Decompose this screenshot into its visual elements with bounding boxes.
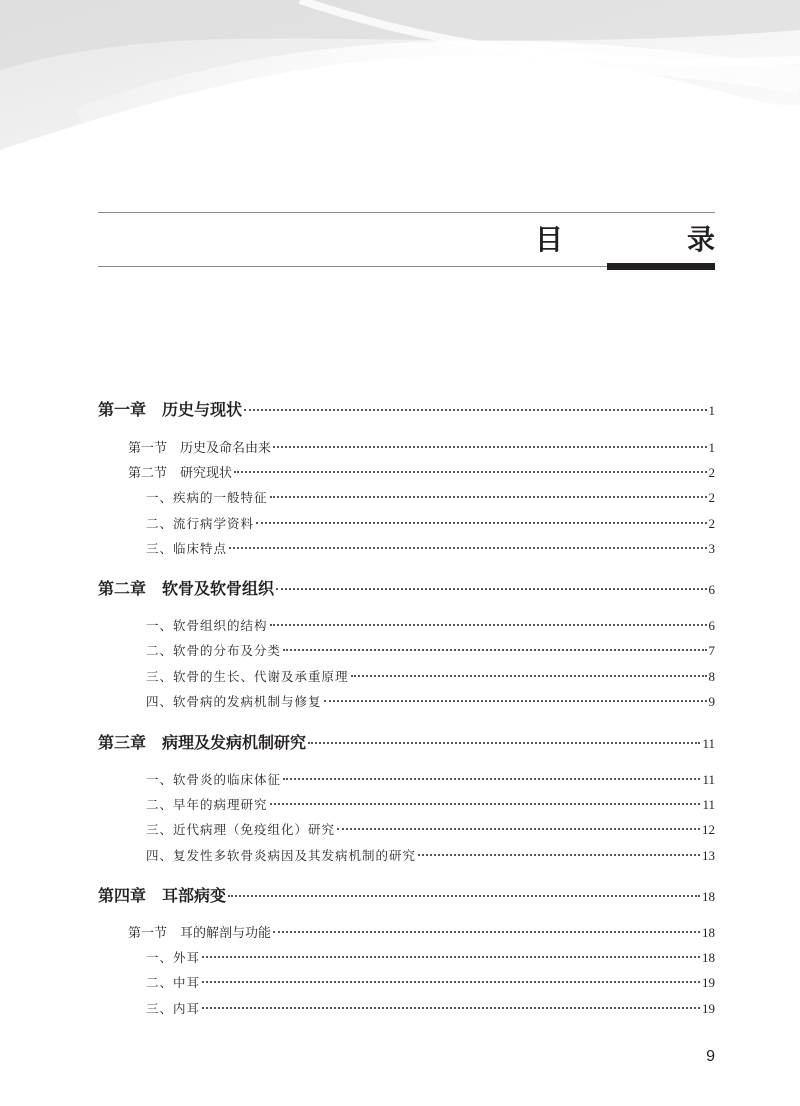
toc-entry-label: 二、早年的病理研究: [146, 797, 268, 812]
toc-entry-label: 二、中耳: [146, 975, 201, 990]
dot-leader: [202, 1006, 700, 1009]
dot-leader: [270, 802, 701, 805]
toc-entry-page: 7: [708, 643, 715, 658]
dot-leader: [337, 827, 700, 830]
toc-entry-page: 2: [708, 490, 715, 505]
dot-leader: [234, 470, 706, 473]
toc-entry-page: 1: [708, 440, 715, 455]
toc-subsection-entry[interactable]: [98, 666, 715, 688]
dot-leader: [308, 741, 700, 744]
toc-subsection-entry[interactable]: [98, 615, 715, 637]
toc-entry-page: 11: [702, 797, 715, 812]
toc-entry-label: 第四章 耳部病变: [98, 886, 227, 905]
toc-section-entry[interactable]: [98, 437, 715, 459]
toc-entry-label: 第二节 研究现状: [128, 466, 233, 481]
dot-leader: [228, 894, 700, 897]
dot-leader: [283, 648, 706, 651]
dot-leader: [256, 521, 706, 524]
toc-subsection-entry[interactable]: [98, 998, 715, 1020]
toc-entry-label: 三、临床特点: [146, 541, 228, 556]
toc-subsection-entry[interactable]: [98, 640, 715, 662]
toc-entry-label: 三、近代病理（免疫组化）研究: [146, 822, 336, 837]
toc-entry-page: 11: [702, 772, 715, 787]
toc-entry-page: 6: [708, 582, 715, 597]
toc-entry-label: 三、软骨的生长、代谢及承重原理: [146, 669, 349, 684]
toc-entry-page: 2: [708, 465, 715, 480]
toc-section-entry[interactable]: [98, 922, 715, 944]
toc-entry-page: 3: [708, 541, 715, 556]
toc-entry-label: 四、软骨病的发病机制与修复: [146, 694, 322, 709]
toc-chapter-entry[interactable]: [98, 884, 715, 908]
toc-entry-label: 二、软骨的分布及分类: [146, 643, 282, 658]
toc-entry-page: 19: [702, 975, 715, 990]
toc-chapter-entry[interactable]: [98, 577, 715, 601]
toc-entry-page: 6: [708, 618, 715, 633]
toc-entry-label: 一、外耳: [146, 950, 201, 965]
toc-entry-label: 三、内耳: [146, 1001, 201, 1016]
toc-entry-label: 第一章 历史与现状: [98, 400, 243, 419]
toc-subsection-entry[interactable]: [98, 538, 715, 560]
dot-leader: [270, 495, 707, 498]
toc-entry-page: 18: [702, 950, 715, 965]
dot-leader: [276, 587, 706, 590]
dot-leader: [202, 955, 700, 958]
dot-leader: [324, 699, 707, 702]
page-number: 9: [706, 1048, 715, 1065]
dot-leader: [244, 408, 706, 411]
toc-subsection-entry[interactable]: [98, 947, 715, 969]
toc-subsection-entry[interactable]: [98, 794, 715, 816]
dot-leader: [351, 674, 707, 677]
dot-leader: [273, 930, 700, 933]
toc-subsection-entry[interactable]: [98, 769, 715, 791]
toc-entry-page: 11: [702, 736, 715, 751]
dot-leader: [270, 623, 707, 626]
dot-leader: [229, 546, 706, 549]
toc-entry-label: 一、软骨组织的结构: [146, 618, 268, 633]
toc-entry-page: 8: [708, 669, 715, 684]
toc-entry-page: 2: [708, 516, 715, 531]
toc-entry-label: 二、流行病学资料: [146, 516, 255, 531]
toc-entry-label: 第二章 软骨及软骨组织: [98, 579, 275, 598]
dot-leader: [202, 980, 700, 983]
toc-entry-label: 第一节 耳的解剖与功能: [128, 926, 272, 941]
toc-entry-label: 一、软骨炎的临床体征: [146, 772, 282, 787]
toc-subsection-entry[interactable]: [98, 691, 715, 713]
toc-chapter-entry[interactable]: [98, 731, 715, 755]
toc-entry-label: 第一节 历史及命名由来: [128, 441, 272, 456]
toc-subsection-entry[interactable]: [98, 819, 715, 841]
toc-chapter-entry[interactable]: [98, 398, 715, 422]
toc-entry-label: 四、复发性多软骨炎病因及其发病机制的研究: [146, 848, 417, 863]
dot-leader: [283, 777, 700, 780]
toc-entry-page: 12: [702, 822, 715, 837]
toc-entry-page: 18: [702, 925, 715, 940]
toc-entry-page: 18: [702, 889, 715, 904]
toc-entry-page: 1: [708, 403, 715, 418]
toc-subsection-entry[interactable]: [98, 513, 715, 535]
toc-entry-label: 第三章 病理及发病机制研究: [98, 733, 307, 752]
title-top-rule: [98, 212, 715, 213]
toc-subsection-entry[interactable]: [98, 487, 715, 509]
title-accent-bar: [607, 263, 715, 270]
toc-title: 目 录: [534, 223, 763, 256]
toc-entry-page: 9: [708, 694, 715, 709]
toc-entry-page: 13: [702, 848, 715, 863]
header-wave-decoration: [0, 0, 800, 230]
dot-leader: [273, 445, 706, 448]
toc-subsection-entry[interactable]: [98, 972, 715, 994]
dot-leader: [418, 853, 700, 856]
toc-section-entry[interactable]: [98, 462, 715, 484]
toc-subsection-entry[interactable]: [98, 845, 715, 867]
toc-entry-page: 19: [702, 1001, 715, 1016]
toc-entry-label: 一、疾病的一般特征: [146, 490, 268, 505]
